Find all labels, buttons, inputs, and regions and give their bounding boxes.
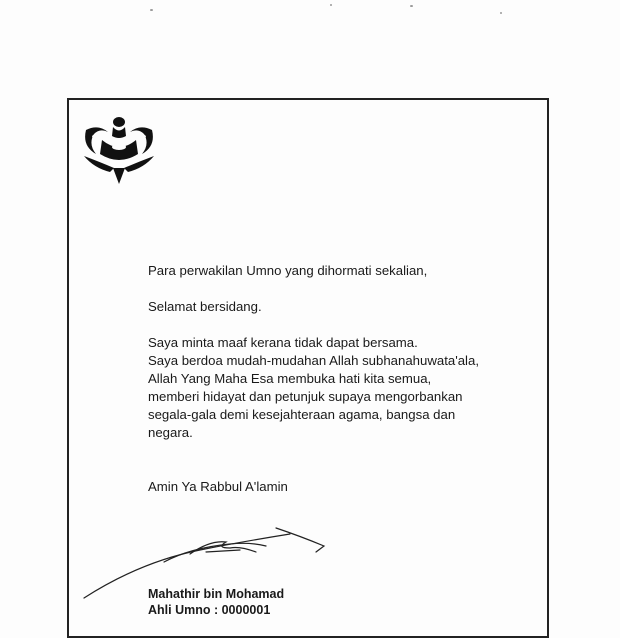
letter-salutation: Para perwakilan Umno yang dihormati sekalian, — [148, 263, 428, 278]
signer-name: Mahathir bin Mohamad — [148, 587, 285, 601]
scan-speck — [150, 9, 153, 11]
letter-closing: Amin Ya Rabbul A'lamin — [148, 479, 288, 494]
letter-body — [148, 262, 538, 496]
signer-block — [148, 586, 284, 618]
letter-body-line: segala-gala demi kesejahteraan agama, bangsa dan — [148, 407, 456, 422]
letter-body-line: memberi hidayat dan petunjuk supaya mengorbankan — [148, 389, 463, 404]
letter-body-line: Allah Yang Maha Esa membuka hati kita semua, — [148, 371, 432, 386]
letter-body-line: Saya berdoa mudah-mudahan Allah subhanahuwata'ala, — [148, 353, 479, 368]
letter-body-line: negara. — [148, 425, 193, 440]
umno-keris-emblem-icon — [80, 110, 158, 188]
letter-body-line: Saya minta maaf kerana tidak dapat bersama. — [148, 335, 418, 350]
scan-speck — [500, 12, 502, 14]
scan-speck — [330, 4, 332, 6]
scan-speck — [410, 5, 413, 7]
signer-membership: Ahli Umno : 0000001 — [148, 603, 271, 617]
letter-greeting: Selamat bersidang. — [148, 299, 262, 314]
